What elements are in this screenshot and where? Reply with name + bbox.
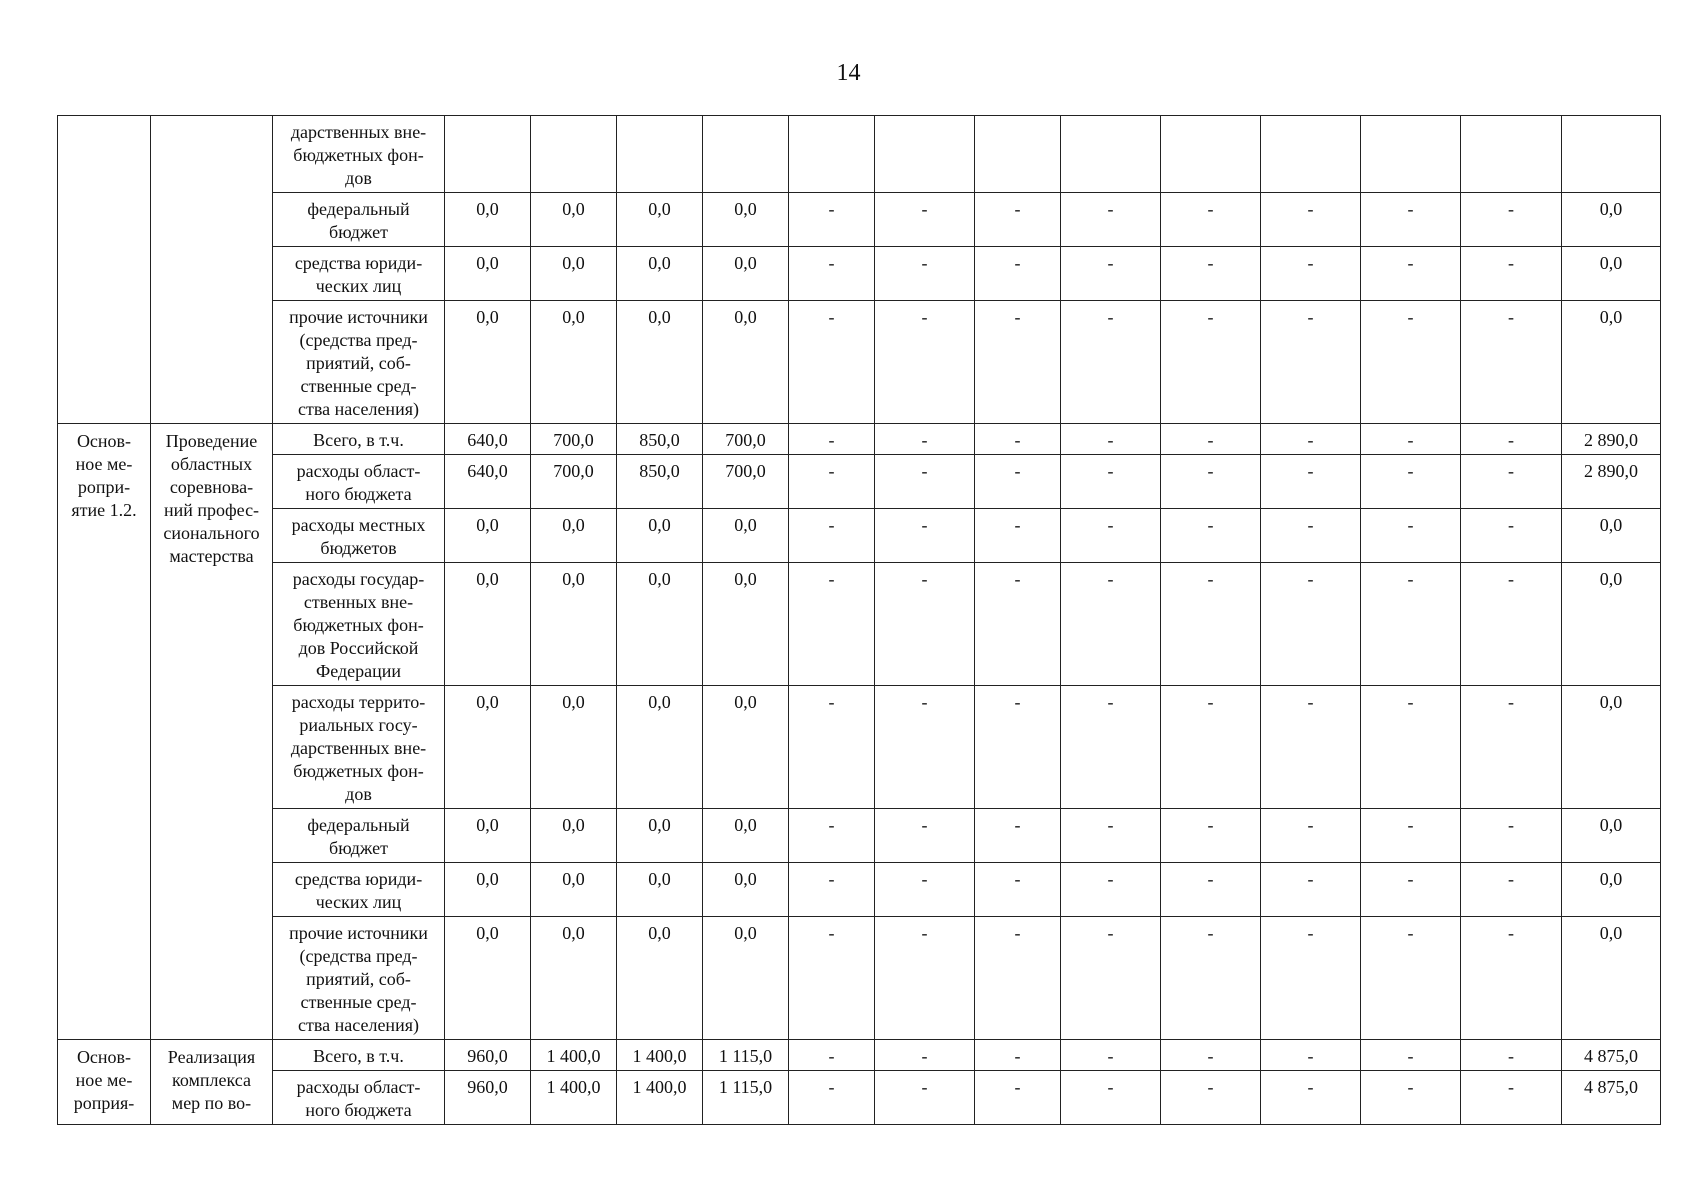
value-cell: -: [1061, 455, 1161, 509]
value-cell: -: [1161, 455, 1261, 509]
value-cell: [1361, 116, 1461, 193]
table-row: [58, 809, 1661, 863]
value-cell: -: [1161, 1040, 1261, 1071]
value-cell: 0,0: [1562, 686, 1661, 809]
value-cell: -: [875, 424, 975, 455]
value-cell: -: [1261, 1071, 1361, 1125]
value-cell: -: [1461, 301, 1562, 424]
value-cell: -: [1161, 686, 1261, 809]
value-cell: 0,0: [531, 301, 617, 424]
source-cell: дарственных вне- бюджетных фон- дов: [273, 116, 445, 193]
table-row: [58, 686, 1661, 809]
value-cell: -: [1261, 686, 1361, 809]
value-cell: [1461, 116, 1562, 193]
value-cell: -: [1261, 455, 1361, 509]
source-cell: Всего, в т.ч.: [273, 1040, 445, 1071]
source-cell: расходы местных бюджетов: [273, 509, 445, 563]
table-row: [58, 863, 1661, 917]
value-cell: 0,0: [445, 247, 531, 301]
activity-code-cell: [58, 116, 151, 424]
value-cell: -: [975, 563, 1061, 686]
value-cell: -: [1061, 247, 1161, 301]
table-row: [58, 301, 1661, 424]
value-cell: -: [1361, 193, 1461, 247]
value-cell: 1 400,0: [531, 1071, 617, 1125]
value-cell: 0,0: [1562, 247, 1661, 301]
value-cell: -: [1361, 455, 1461, 509]
value-cell: -: [975, 424, 1061, 455]
value-cell: 1 115,0: [703, 1040, 789, 1071]
value-cell: -: [1061, 1071, 1161, 1125]
value-cell: -: [1261, 424, 1361, 455]
value-cell: -: [1161, 301, 1261, 424]
value-cell: 700,0: [703, 424, 789, 455]
table-body: [58, 116, 1661, 1125]
value-cell: 960,0: [445, 1071, 531, 1125]
value-cell: 0,0: [445, 686, 531, 809]
value-cell: 0,0: [703, 863, 789, 917]
value-cell: 0,0: [445, 917, 531, 1040]
value-cell: [531, 116, 617, 193]
value-cell: 0,0: [531, 193, 617, 247]
value-cell: -: [1461, 809, 1562, 863]
value-cell: -: [1261, 193, 1361, 247]
value-cell: 1 400,0: [531, 1040, 617, 1071]
value-cell: -: [1461, 424, 1562, 455]
value-cell: 0,0: [1562, 509, 1661, 563]
value-cell: 0,0: [617, 917, 703, 1040]
value-cell: -: [789, 247, 875, 301]
source-cell: прочие источники (средства пред- приятий, соб- ственные сред- ства населения): [273, 301, 445, 424]
value-cell: 0,0: [617, 301, 703, 424]
source-cell: расходы государ- ственных вне- бюджетных фон- дов Российской Федерации: [273, 563, 445, 686]
table-row: [58, 1071, 1661, 1125]
value-cell: -: [1361, 863, 1461, 917]
budget-table: [57, 115, 1661, 1125]
value-cell: 0,0: [703, 301, 789, 424]
value-cell: -: [1261, 563, 1361, 686]
value-cell: 0,0: [617, 863, 703, 917]
value-cell: -: [789, 917, 875, 1040]
value-cell: 2 890,0: [1562, 424, 1661, 455]
value-cell: 0,0: [1562, 917, 1661, 1040]
value-cell: -: [975, 809, 1061, 863]
value-cell: -: [975, 193, 1061, 247]
source-cell: федеральный бюджет: [273, 809, 445, 863]
value-cell: -: [875, 686, 975, 809]
value-cell: -: [975, 917, 1061, 1040]
value-cell: -: [975, 509, 1061, 563]
value-cell: 0,0: [445, 863, 531, 917]
source-cell: прочие источники (средства пред- приятий, соб- ственные сред- ства населения): [273, 917, 445, 1040]
value-cell: [1261, 116, 1361, 193]
value-cell: -: [875, 1040, 975, 1071]
value-cell: 0,0: [445, 301, 531, 424]
value-cell: -: [789, 424, 875, 455]
value-cell: -: [1161, 424, 1261, 455]
value-cell: 0,0: [445, 193, 531, 247]
value-cell: -: [1061, 686, 1161, 809]
value-cell: -: [975, 1040, 1061, 1071]
value-cell: 0,0: [703, 563, 789, 686]
value-cell: 1 400,0: [617, 1040, 703, 1071]
page-number: 14: [836, 60, 861, 86]
value-cell: 0,0: [445, 809, 531, 863]
value-cell: -: [1361, 686, 1461, 809]
source-cell: расходы област- ного бюджета: [273, 455, 445, 509]
activity-code-cell: Основ- ное ме- роприя-: [58, 1040, 151, 1125]
value-cell: 0,0: [703, 193, 789, 247]
value-cell: -: [1361, 917, 1461, 1040]
value-cell: -: [875, 809, 975, 863]
activity-code-cell: Основ- ное ме- ропри- ятие 1.2.: [58, 424, 151, 1040]
value-cell: -: [1061, 301, 1161, 424]
table-row: [58, 116, 1661, 193]
value-cell: 0,0: [1562, 863, 1661, 917]
value-cell: 0,0: [1562, 809, 1661, 863]
value-cell: [975, 116, 1061, 193]
value-cell: -: [975, 686, 1061, 809]
table-row: [58, 1040, 1661, 1071]
value-cell: -: [875, 455, 975, 509]
value-cell: -: [1361, 247, 1461, 301]
table-row: [58, 247, 1661, 301]
value-cell: -: [875, 301, 975, 424]
value-cell: -: [1461, 563, 1562, 686]
value-cell: 0,0: [531, 809, 617, 863]
value-cell: -: [1161, 809, 1261, 863]
value-cell: -: [1361, 509, 1461, 563]
value-cell: -: [1461, 1071, 1562, 1125]
value-cell: 1 115,0: [703, 1071, 789, 1125]
value-cell: -: [1161, 1071, 1261, 1125]
value-cell: 0,0: [703, 247, 789, 301]
value-cell: -: [1461, 863, 1562, 917]
value-cell: 4 875,0: [1562, 1040, 1661, 1071]
value-cell: 4 875,0: [1562, 1071, 1661, 1125]
value-cell: -: [1461, 247, 1562, 301]
value-cell: -: [1461, 509, 1562, 563]
value-cell: -: [1061, 193, 1161, 247]
value-cell: [875, 116, 975, 193]
value-cell: -: [1461, 917, 1562, 1040]
value-cell: 0,0: [531, 917, 617, 1040]
value-cell: 0,0: [703, 686, 789, 809]
table-row: [58, 455, 1661, 509]
value-cell: 640,0: [445, 424, 531, 455]
value-cell: 0,0: [617, 247, 703, 301]
value-cell: -: [875, 247, 975, 301]
activity-name-cell: Проведение областных соревнова- ний профес- сионального мастерства: [151, 424, 273, 1040]
value-cell: 700,0: [703, 455, 789, 509]
table-row: [58, 424, 1661, 455]
value-cell: 0,0: [703, 809, 789, 863]
value-cell: -: [875, 917, 975, 1040]
value-cell: -: [1161, 247, 1261, 301]
value-cell: 700,0: [531, 424, 617, 455]
value-cell: -: [789, 301, 875, 424]
value-cell: 0,0: [617, 193, 703, 247]
value-cell: -: [1461, 1040, 1562, 1071]
value-cell: 0,0: [617, 563, 703, 686]
value-cell: -: [875, 563, 975, 686]
value-cell: [1161, 116, 1261, 193]
value-cell: -: [1061, 563, 1161, 686]
value-cell: 0,0: [531, 509, 617, 563]
value-cell: 0,0: [617, 809, 703, 863]
value-cell: -: [1261, 509, 1361, 563]
value-cell: -: [1161, 563, 1261, 686]
value-cell: 0,0: [445, 509, 531, 563]
value-cell: -: [1161, 917, 1261, 1040]
table-row: [58, 193, 1661, 247]
value-cell: 850,0: [617, 455, 703, 509]
value-cell: -: [1261, 301, 1361, 424]
value-cell: -: [1061, 917, 1161, 1040]
value-cell: 850,0: [617, 424, 703, 455]
value-cell: [703, 116, 789, 193]
value-cell: 960,0: [445, 1040, 531, 1071]
value-cell: -: [1061, 424, 1161, 455]
value-cell: [789, 116, 875, 193]
value-cell: -: [1461, 686, 1562, 809]
value-cell: 700,0: [531, 455, 617, 509]
value-cell: 0,0: [445, 563, 531, 686]
activity-name-cell: [151, 116, 273, 424]
value-cell: -: [1361, 301, 1461, 424]
value-cell: 0,0: [617, 686, 703, 809]
value-cell: -: [1261, 809, 1361, 863]
value-cell: -: [1161, 863, 1261, 917]
value-cell: -: [1261, 917, 1361, 1040]
value-cell: -: [975, 1071, 1061, 1125]
value-cell: -: [975, 863, 1061, 917]
value-cell: 2 890,0: [1562, 455, 1661, 509]
value-cell: -: [789, 563, 875, 686]
value-cell: -: [789, 809, 875, 863]
value-cell: -: [1361, 1040, 1461, 1071]
value-cell: -: [1061, 863, 1161, 917]
value-cell: -: [789, 686, 875, 809]
value-cell: -: [789, 455, 875, 509]
value-cell: -: [789, 1040, 875, 1071]
value-cell: [1061, 116, 1161, 193]
table-row: [58, 917, 1661, 1040]
value-cell: -: [1061, 509, 1161, 563]
value-cell: [1562, 116, 1661, 193]
source-cell: расходы террито- риальных госу- дарственных вне- бюджетных фон- дов: [273, 686, 445, 809]
value-cell: -: [789, 1071, 875, 1125]
value-cell: 0,0: [703, 917, 789, 1040]
value-cell: -: [1361, 809, 1461, 863]
value-cell: 0,0: [1562, 301, 1661, 424]
value-cell: [445, 116, 531, 193]
value-cell: 0,0: [1562, 563, 1661, 686]
value-cell: -: [875, 1071, 975, 1125]
value-cell: [617, 116, 703, 193]
value-cell: 0,0: [531, 863, 617, 917]
value-cell: 0,0: [531, 686, 617, 809]
value-cell: -: [875, 509, 975, 563]
table-row: [58, 563, 1661, 686]
value-cell: -: [975, 247, 1061, 301]
source-cell: средства юриди- ческих лиц: [273, 247, 445, 301]
value-cell: -: [1261, 247, 1361, 301]
value-cell: -: [1161, 193, 1261, 247]
table-row: [58, 509, 1661, 563]
source-cell: расходы област- ного бюджета: [273, 1071, 445, 1125]
activity-name-cell: Реализация комплекса мер по во-: [151, 1040, 273, 1125]
source-cell: средства юриди- ческих лиц: [273, 863, 445, 917]
value-cell: -: [1361, 1071, 1461, 1125]
value-cell: 0,0: [1562, 193, 1661, 247]
value-cell: -: [789, 193, 875, 247]
value-cell: -: [975, 301, 1061, 424]
value-cell: 0,0: [531, 563, 617, 686]
value-cell: -: [1261, 1040, 1361, 1071]
value-cell: -: [789, 509, 875, 563]
value-cell: -: [1361, 424, 1461, 455]
value-cell: 640,0: [445, 455, 531, 509]
value-cell: -: [1361, 563, 1461, 686]
value-cell: -: [875, 863, 975, 917]
value-cell: 0,0: [617, 509, 703, 563]
value-cell: -: [975, 455, 1061, 509]
value-cell: -: [1261, 863, 1361, 917]
value-cell: -: [1461, 455, 1562, 509]
source-cell: Всего, в т.ч.: [273, 424, 445, 455]
value-cell: -: [1161, 509, 1261, 563]
value-cell: -: [1061, 1040, 1161, 1071]
value-cell: -: [1461, 193, 1562, 247]
source-cell: федеральный бюджет: [273, 193, 445, 247]
value-cell: 0,0: [703, 509, 789, 563]
value-cell: 0,0: [531, 247, 617, 301]
value-cell: -: [875, 193, 975, 247]
value-cell: 1 400,0: [617, 1071, 703, 1125]
value-cell: -: [789, 863, 875, 917]
value-cell: -: [1061, 809, 1161, 863]
